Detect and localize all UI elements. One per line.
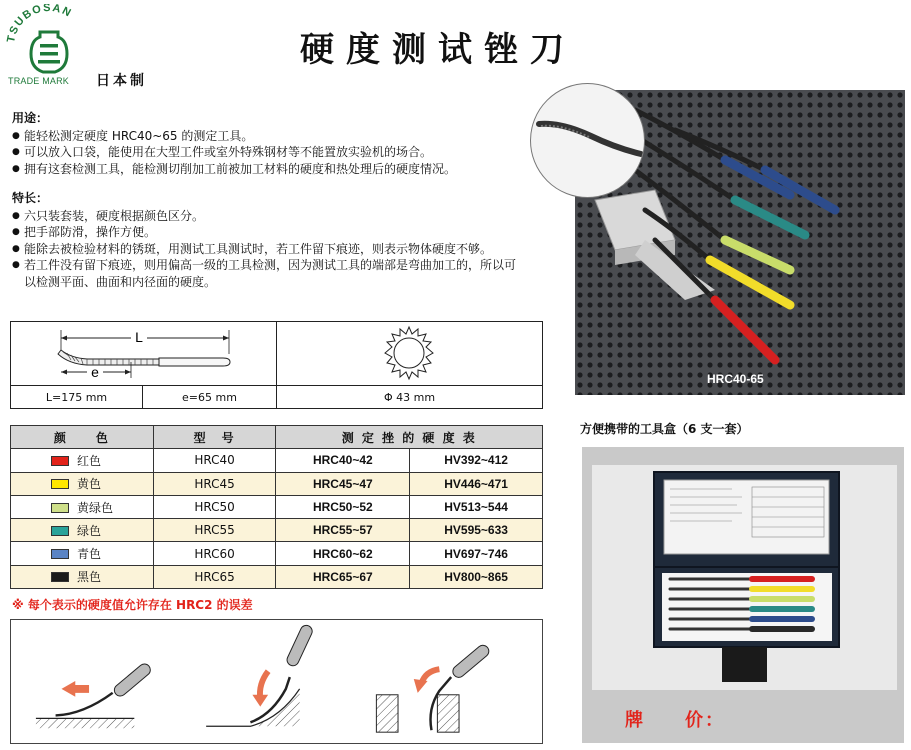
color-swatch xyxy=(51,572,69,582)
header-hardness: 测 定 挫 的 硬 度 表 xyxy=(276,426,543,449)
label-L: L xyxy=(135,329,143,345)
color-swatch xyxy=(51,479,69,489)
table-header-row xyxy=(11,426,543,449)
hrc-cell: HRC40~42 xyxy=(276,449,410,472)
e-value: e=65 mm xyxy=(182,391,237,404)
model-cell: HRC60 xyxy=(153,542,276,565)
model-cell: HRC55 xyxy=(153,519,276,542)
usage-diagram xyxy=(11,620,542,743)
features-item: ● 六只装套装，硬度根据颜色区分。 xyxy=(12,208,520,225)
hv-cell: HV800~865 xyxy=(410,565,543,588)
page-title: 硬度测试锉刀 xyxy=(300,30,576,70)
price-label-part1: 牌 xyxy=(625,710,645,731)
header-color: 颜 色 xyxy=(11,426,154,449)
header-model: 型 号 xyxy=(153,426,276,449)
hrc-cell: HRC65~67 xyxy=(276,565,410,588)
table-row xyxy=(11,449,543,472)
hv-cell: HV595~633 xyxy=(410,519,543,542)
features-item: ● 能除去被检验材料的锈斑，用测试工具测试时，若工件留下痕迹，则表示物体硬度不够。 xyxy=(12,241,520,258)
uses-item: ● 拥有这套检测工具，能检测切削加工前被加工材料的硬度和热处理后的硬度情况。 xyxy=(12,161,532,178)
photo-model-label: HRC40-65 xyxy=(707,372,764,386)
tolerance-note: ※ 每个表示的硬度值允许存在 HRC2 的误差 xyxy=(12,598,253,612)
color-swatch xyxy=(51,526,69,536)
hrc-cell: HRC45~47 xyxy=(276,472,410,495)
uses-item: ● 可以放入口袋，能使用在大型工件或室外特殊钢材等不能置放实验机的场合。 xyxy=(12,144,532,161)
color-swatch xyxy=(51,549,69,559)
label-e: e xyxy=(91,364,99,380)
table-row xyxy=(11,472,543,495)
price-label xyxy=(625,706,725,732)
color-swatch xyxy=(51,503,69,513)
table-row xyxy=(11,519,543,542)
hrc-cell: HRC55~57 xyxy=(276,519,410,542)
features-section xyxy=(12,190,520,290)
hrc-cell: HRC60~62 xyxy=(276,542,410,565)
model-cell: HRC50 xyxy=(153,495,276,518)
cross-section-icon xyxy=(381,325,437,381)
color-name: 青色 xyxy=(77,547,102,562)
toolbox-caption: 方便携带的工具盒（6 支一套） xyxy=(580,422,749,436)
trade-mark-text: TRADE MARK xyxy=(8,76,70,86)
features-item: ● 把手部防滑，操作方便。 xyxy=(12,224,520,241)
file-dimension-drawing xyxy=(11,322,275,384)
logo-text: TSUBOSAN xyxy=(6,4,74,44)
length-value: L=175 mm xyxy=(45,391,108,404)
hardness-spec-table xyxy=(10,425,543,589)
diameter-value: Φ 43 mm xyxy=(383,391,436,404)
model-cell: HRC45 xyxy=(153,472,276,495)
color-name: 绿色 xyxy=(77,523,102,538)
table-row xyxy=(11,565,543,588)
toolbox-photo xyxy=(582,447,904,743)
features-heading: 特长： xyxy=(12,191,49,205)
uses-item: ● 能轻松测定硬度 HRC40~65 的测定工具。 xyxy=(12,128,532,145)
color-swatch xyxy=(51,456,69,466)
uses-heading: 用途： xyxy=(12,111,49,125)
color-name: 黑色 xyxy=(77,570,102,585)
hrc-cell: HRC50~52 xyxy=(276,495,410,518)
model-cell: HRC65 xyxy=(153,565,276,588)
table-row xyxy=(11,495,543,518)
hv-cell: HV697~746 xyxy=(410,542,543,565)
model-cell: HRC40 xyxy=(153,449,276,472)
dimension-diagram xyxy=(10,321,543,409)
color-name: 红色 xyxy=(77,453,102,468)
color-name: 黄绿色 xyxy=(77,500,114,515)
features-item: ● 若工件没有留下痕迹，则用偏高一级的工具检测，因为测试工具的端部是弯曲加工的，所以可以检测平面、曲面和内径面的硬度。 xyxy=(12,257,520,290)
uses-section xyxy=(12,110,532,177)
hv-cell: HV392~412 xyxy=(410,449,543,472)
tip-zoom-inset xyxy=(530,83,645,198)
hv-cell: HV513~544 xyxy=(410,495,543,518)
hv-cell: HV446~471 xyxy=(410,472,543,495)
usage-illustrations xyxy=(10,619,543,744)
made-in-japan: 日本制 xyxy=(96,73,147,89)
price-label-part2: 价： xyxy=(685,710,725,731)
table-row xyxy=(11,542,543,565)
color-name: 黄色 xyxy=(77,477,102,492)
